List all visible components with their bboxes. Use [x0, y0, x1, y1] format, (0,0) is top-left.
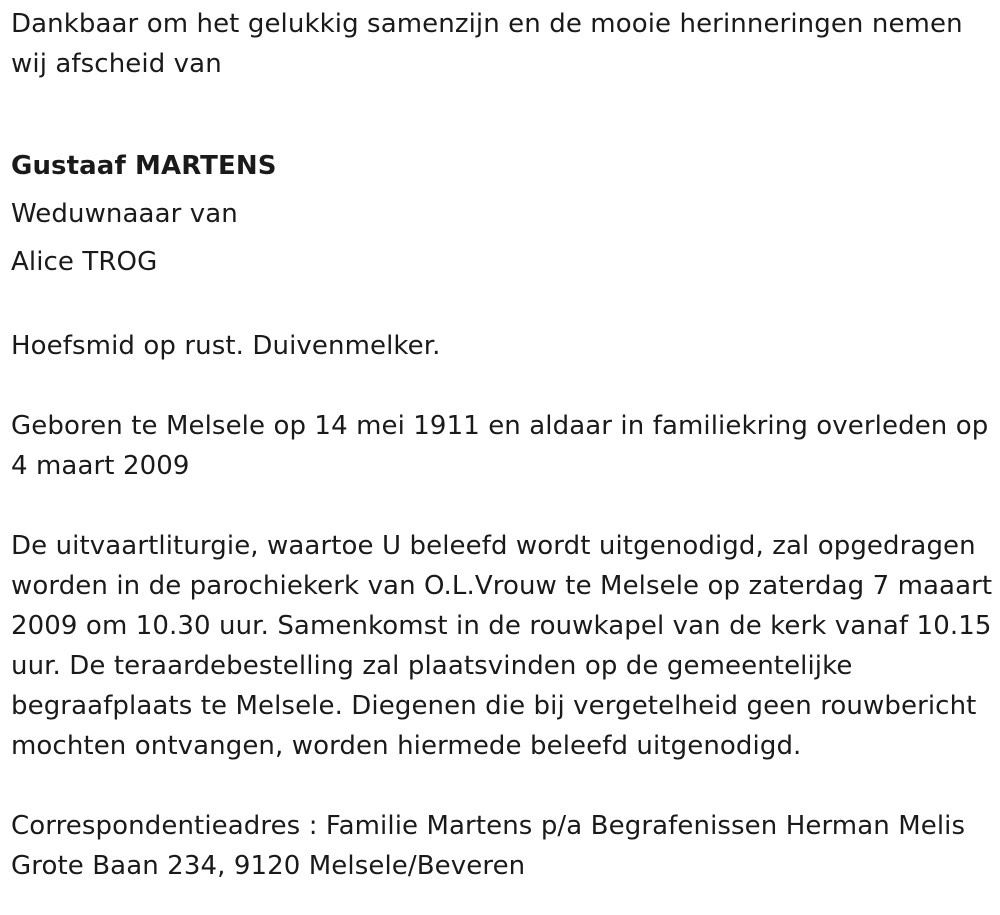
widower-label: Weduwnaaar van — [11, 199, 238, 229]
spacer — [11, 366, 996, 406]
funeral-paragraph: De uitvaartliturgie, waartoe U beleefd wordt uitgenodigd, zal opgedragen worden in de parochiekerk van O.L.Vrouw te Melsele op zaterdag 7 maaart 2009 om 10.30 uur. Samenkomst in de rouwkapel van de kerk vanaf 10.15 uur. De teraardebestelling zal plaatsvinden op de gemeentelijke begraafplaats te Melsele. Diegenen die bij vergetelheid geen rouwbericht mochten ontvangen, worden hiermede beleefd uitgenodigd. — [11, 531, 993, 761]
birth-death-paragraph: Geboren te Melsele op 14 mei 1911 en aldaar in familiekring overleden op 4 maart 2009 — [11, 411, 989, 481]
spacer — [11, 486, 996, 526]
deceased-name: Gustaaf MARTENS — [11, 151, 277, 181]
correspondence-address: Correspondentieadres : Familie Martens p/a Begrafenissen Herman Melis Grote Baan 234, 9120 Melsele/Beveren — [11, 811, 966, 881]
spacer — [11, 84, 996, 124]
obituary-notice — [11, 4, 996, 886]
spacer — [11, 766, 996, 806]
occupation-text: Hoefsmid op rust. Duivenmelker. — [11, 331, 441, 361]
intro-paragraph: Dankbaar om het gelukkig samenzijn en de mooie herinneringen nemen wij afscheid van — [11, 9, 963, 79]
spacer — [11, 286, 996, 326]
spouse-name: Alice TROG — [11, 247, 158, 277]
